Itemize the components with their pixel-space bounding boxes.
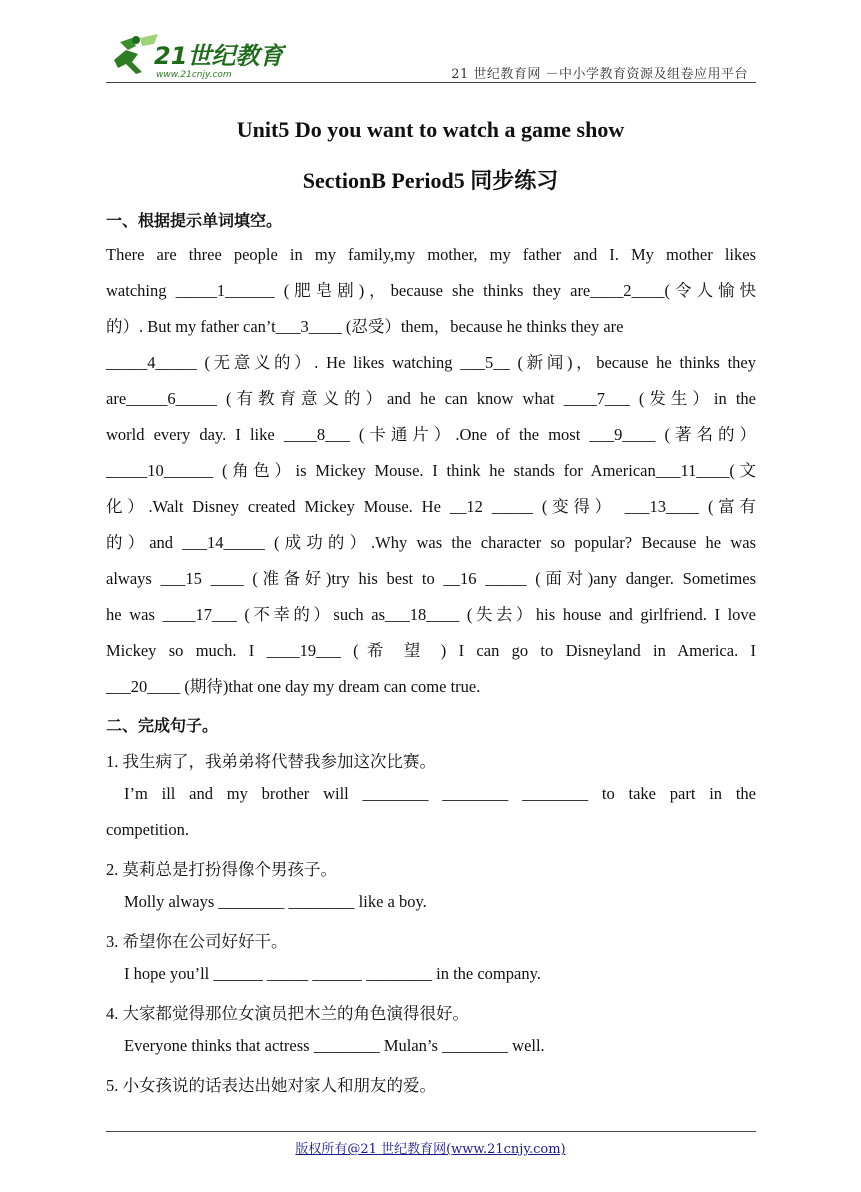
logo-text: 21世纪教育 <box>154 42 284 70</box>
paragraph-line: are_____6_____ (有教育意义的）and he can know what ____7___ (发生）in the <box>106 389 756 408</box>
question-2-en: Molly always ________ ________ like a boy. <box>124 892 427 911</box>
paragraph-line: he was ____17___ (不幸的）such as___18____ (失去）his house and girlfriend. I love <box>106 605 756 624</box>
paragraph-line: There are three people in my family,my mother, my father and I. My mother likes <box>106 245 756 264</box>
page-header <box>106 32 756 84</box>
paragraph-line: 的）. But my father can’t___3____ (忍受）them，because he thinks they are <box>106 317 624 336</box>
logo-url: www.21cnjy.com <box>156 70 232 80</box>
paragraph-line: world every day. I like ____8___ (卡通片）.One of the most ___9____ (著名的） <box>106 425 756 444</box>
runner-logo-icon <box>106 32 286 80</box>
doc-subtitle: SectionB Period5 同步练习 <box>302 168 559 193</box>
header-tagline: 21 世纪教育网 －中小学教育资源及组卷应用平台 <box>451 67 748 82</box>
paragraph-line: ___20____ (期待)that one day my dream can come true. <box>106 677 481 696</box>
question-1-en: I’m ill and my brother will ________ ________ ________ to take part in the <box>124 784 756 803</box>
paragraph-line: 的）and ___14_____ (成功的）.Why was the character so popular? Because he was <box>106 533 756 552</box>
footer-divider <box>106 1131 756 1132</box>
site-logo[interactable] <box>106 32 286 80</box>
question-5-cn: 5. 小女孩说的话表达出她对家人和朋友的爱。 <box>106 1076 436 1095</box>
paragraph-line: always ___15 ____ (准备好)try his best to __16 _____ (面对)any danger. Sometimes <box>106 569 756 588</box>
paragraph-line: _____4_____ (无意义的）. He likes watching ___5__ (新闻)，because he thinks they <box>106 353 756 372</box>
question-2-cn: 2. 莫莉总是打扮得像个男孩子。 <box>106 860 337 879</box>
paragraph-line: Mickey so much. I ____19___ (希 望 ) I can go to Disneyland in America. I <box>106 641 756 660</box>
question-4-cn: 4. 大家都觉得那位女演员把木兰的角色演得很好。 <box>106 1004 469 1023</box>
doc-title: Unit5 Do you want to watch a game show <box>236 117 625 142</box>
question-4-en: Everyone thinks that actress ________ Mulan’s ________ well. <box>124 1036 545 1055</box>
header-divider <box>106 82 756 83</box>
paragraph-line: _____10______ (角色）is Mickey Mouse. I think he stands for American___11____(文 <box>106 461 756 480</box>
section2-heading: 二、完成句子。 <box>106 716 219 735</box>
paragraph-line: 化）.Walt Disney created Mickey Mouse. He __12 _____ (变得） ___13____ (富有 <box>106 497 756 516</box>
footer-copyright-link[interactable]: 版权所有@21 世纪教育网(www.21cnjy.com) <box>295 1142 566 1157</box>
question-3-en: I hope you’ll ______ _____ ______ ________ in the company. <box>124 964 541 983</box>
paragraph-line: watching _____1______ (肥皂剧)，because she thinks they are____2____(令人愉快 <box>106 281 756 300</box>
question-1-en-cont: competition. <box>106 820 189 839</box>
question-1-cn: 1. 我生病了，我弟弟将代替我参加这次比赛。 <box>106 752 436 771</box>
question-3-cn: 3. 希望你在公司好好干。 <box>106 932 288 951</box>
cloze-paragraph <box>106 237 756 705</box>
section1-heading: 一、根据提示单词填空。 <box>106 211 283 230</box>
